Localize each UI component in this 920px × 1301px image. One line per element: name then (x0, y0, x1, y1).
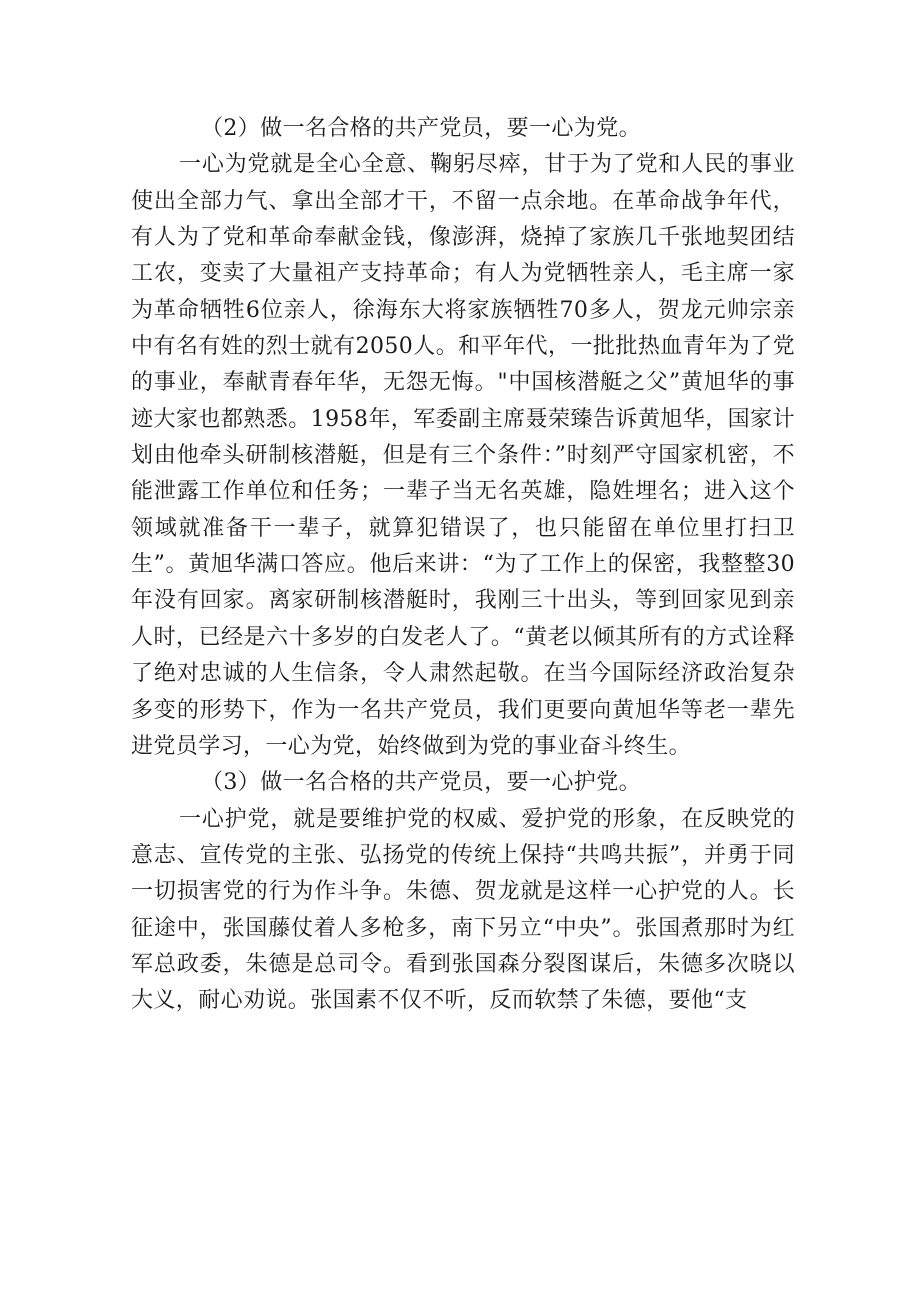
section-3-heading: （3）做一名合格的共产党员，要一心护党。 (201, 770, 641, 796)
document-body (131, 111, 795, 1020)
section-2-heading: （2）做一名合格的共产党员，要一心为党。 (201, 116, 641, 141)
section-2-paragraph: 一心为党就是全心全意、鞠躬尽瘁，甘于为了党和人民的事业使出全部力气、拿出全部才干，不留一点余地。在革命战争年代，有人为了党和革命奉献金钱，像澎湃，烧掉了家族几千张地契团结工农，变卖了大量祖产支持革命；有人为党牺牲亲人，毛主席一家为革命牺牲6位亲人，徐海东大将家族牺牲70多人，贺龙元帅宗亲中有名有姓的烈士就有2050人。和平年代，一批批热血青年为了党的事业，奉献青春年华，无怨无悔。"中国核潜艇之父”黄旭华的事迹大家也都熟悉。1958年，军委副主席聂荣臻告诉黄旭华，国家计划由他牵头研制核潜艇，但是有三个条件：”时刻严守国家机密，不能泄露工作单位和任务；一辈子当无名英雄，隐姓埋名；进入这个领域就准备干一辈子，就算犯错误了，也只能留在单位里打扫卫生”。黄旭华满口答应。他后来讲：“为了工作上的保密，我整整30年没有回家。离家研制核潜艇时，我刚三十出头，等到回家见到亲人时，已经是六十多岁的白发老人了。“黄老以倾其所有的方式诠释了绝对忠诚的人生信条，令人肃然起敬。在当今国际经济政治复杂多变的形势下，作为一名共产党员，我们更要向黄旭华等老一辈先进党员学习，一心为党，始终做到为党的事业奋斗终生。 (131, 152, 795, 759)
section-3-paragraph: 一心护党，就是要维护党的权威、爱护党的形象，在反映党的意志、宣传党的主张、弘扬党的传统上保持“共鸣共振”，并勇于同一切损害党的行为作斗争。朱德、贺龙就是这样一心护党的人。长征途中，张国藤仗着人多枪多，南下另立“中央”。张国煮那时为红军总政委，朱德是总司令。看到张国森分裂图谋后，朱德多次晓以大义，耐心劝说。张国素不仅不听，反而软禁了朱德，要他“支 (131, 806, 795, 1014)
